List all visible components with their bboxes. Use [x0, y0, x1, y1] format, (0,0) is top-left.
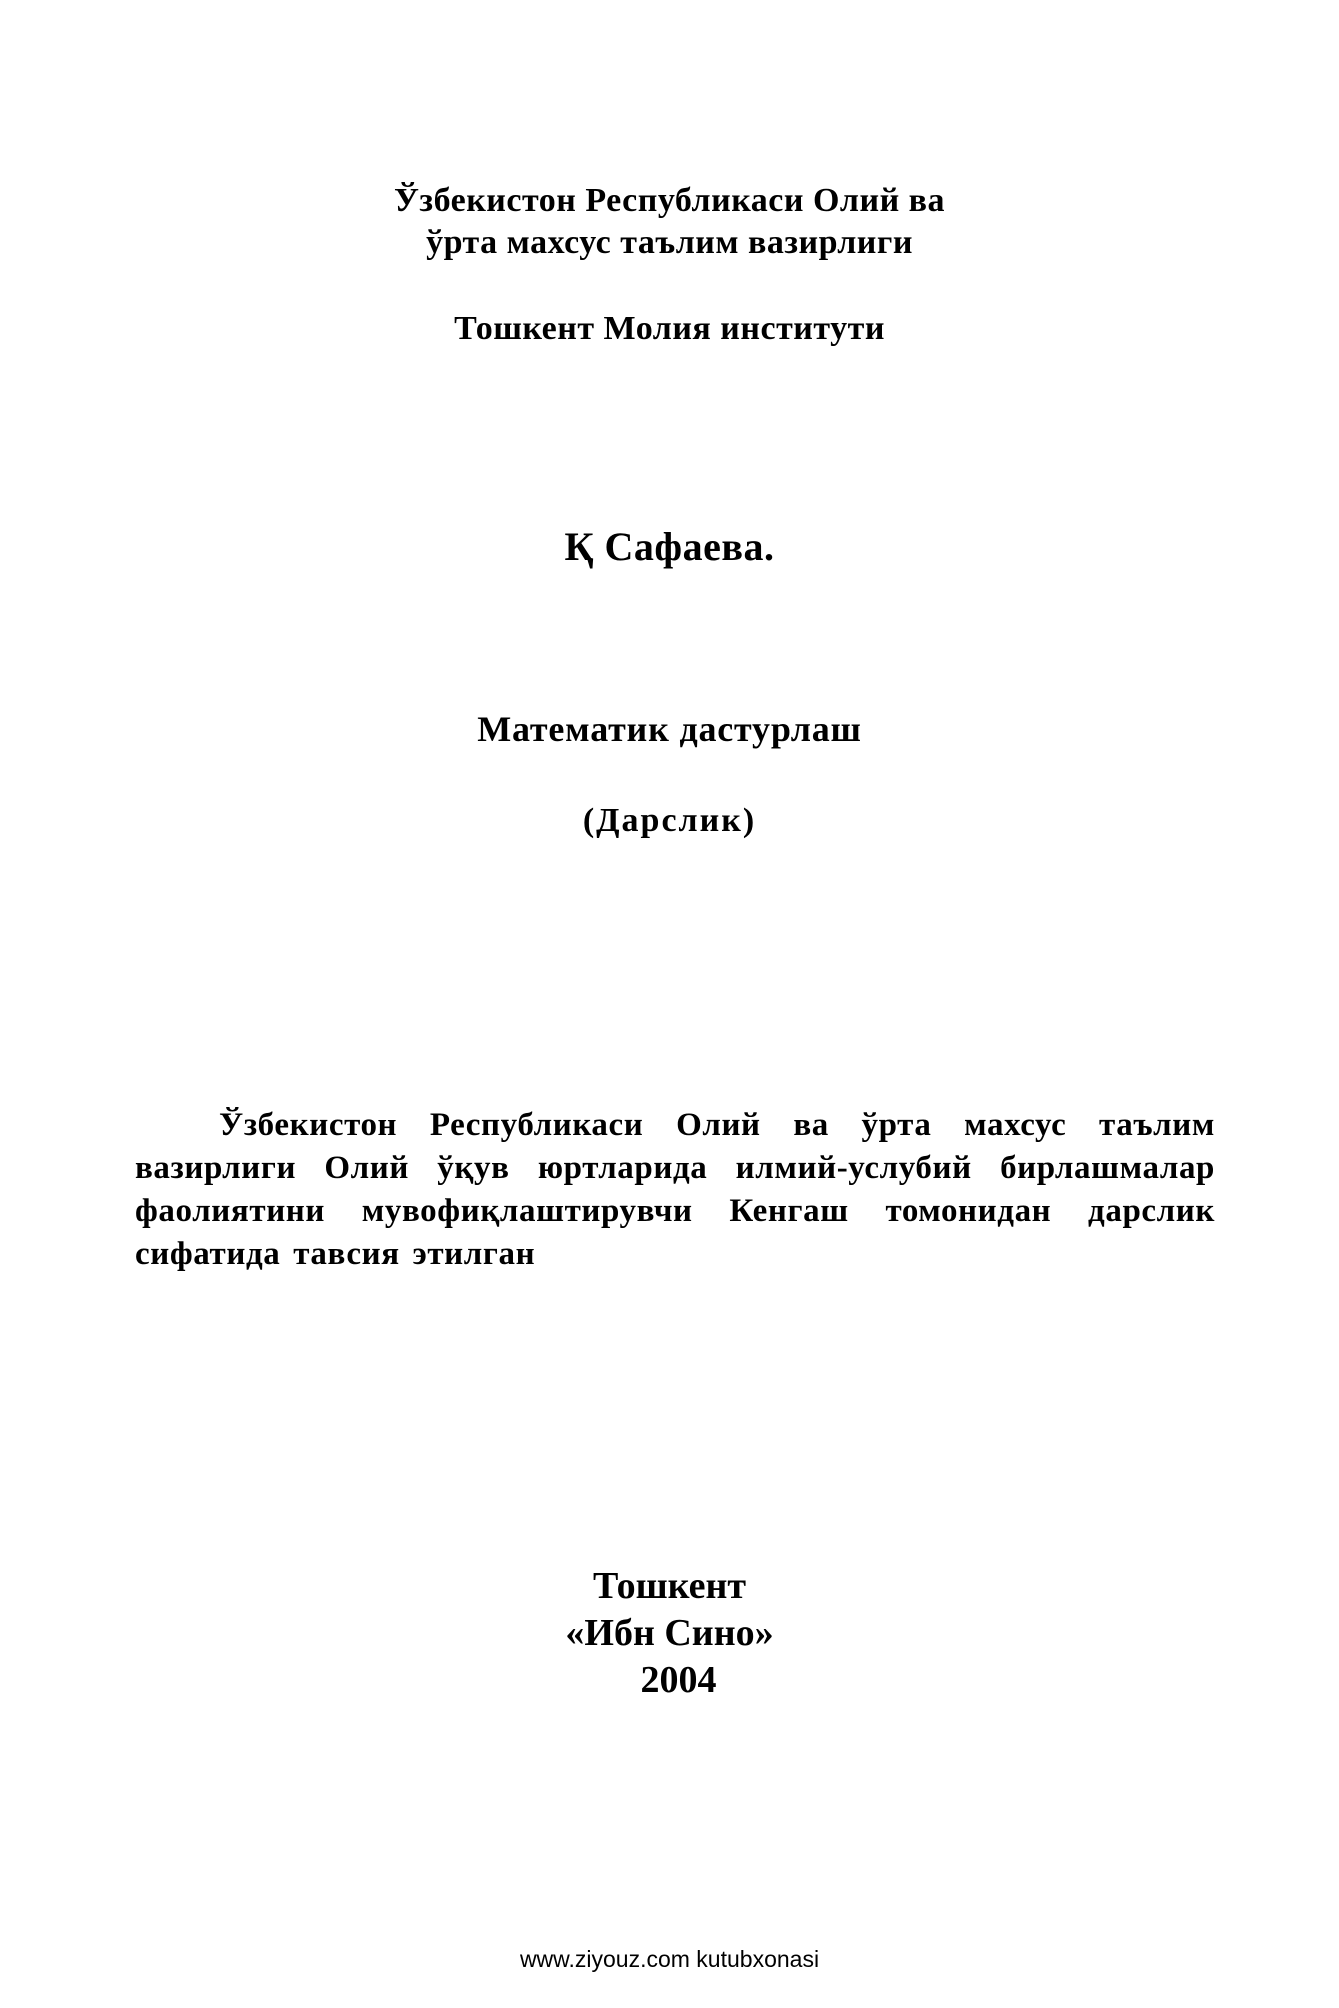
author-name: Қ Сафаева.: [564, 524, 775, 569]
ministry-line-2: ўрта махсус таълим вазирлиги: [426, 224, 913, 261]
imprint: [0, 1563, 1339, 1704]
imprint-city: Тошкент: [592, 1565, 747, 1607]
book-subtitle: (Дарслик): [582, 802, 757, 839]
book-title: Математик дастурлаш: [477, 709, 862, 749]
institute-name: Тошкент Молия институти: [454, 310, 885, 347]
imprint-publisher: «Ибн Сино»: [565, 1612, 774, 1654]
ministry-line-1: Ўзбекистон Республикаси Олий ва: [393, 182, 946, 219]
approval-text: Ўзбекистон Республикаси Олий ва ўрта махсус таълим вазирлиги Олий ўқув юртларида илмий-услубий бирлашмалар фаолиятини мувофиқлаштирувчи Кенгаш томонидан дарслик сифатида тавсия этилган: [135, 1107, 1215, 1272]
imprint-year: 2004: [640, 1659, 717, 1701]
approval-statement: [135, 1104, 1215, 1276]
ministry-heading: [0, 180, 1339, 264]
footer-watermark: www.ziyouz.com kutubxonasi: [519, 1946, 820, 1972]
